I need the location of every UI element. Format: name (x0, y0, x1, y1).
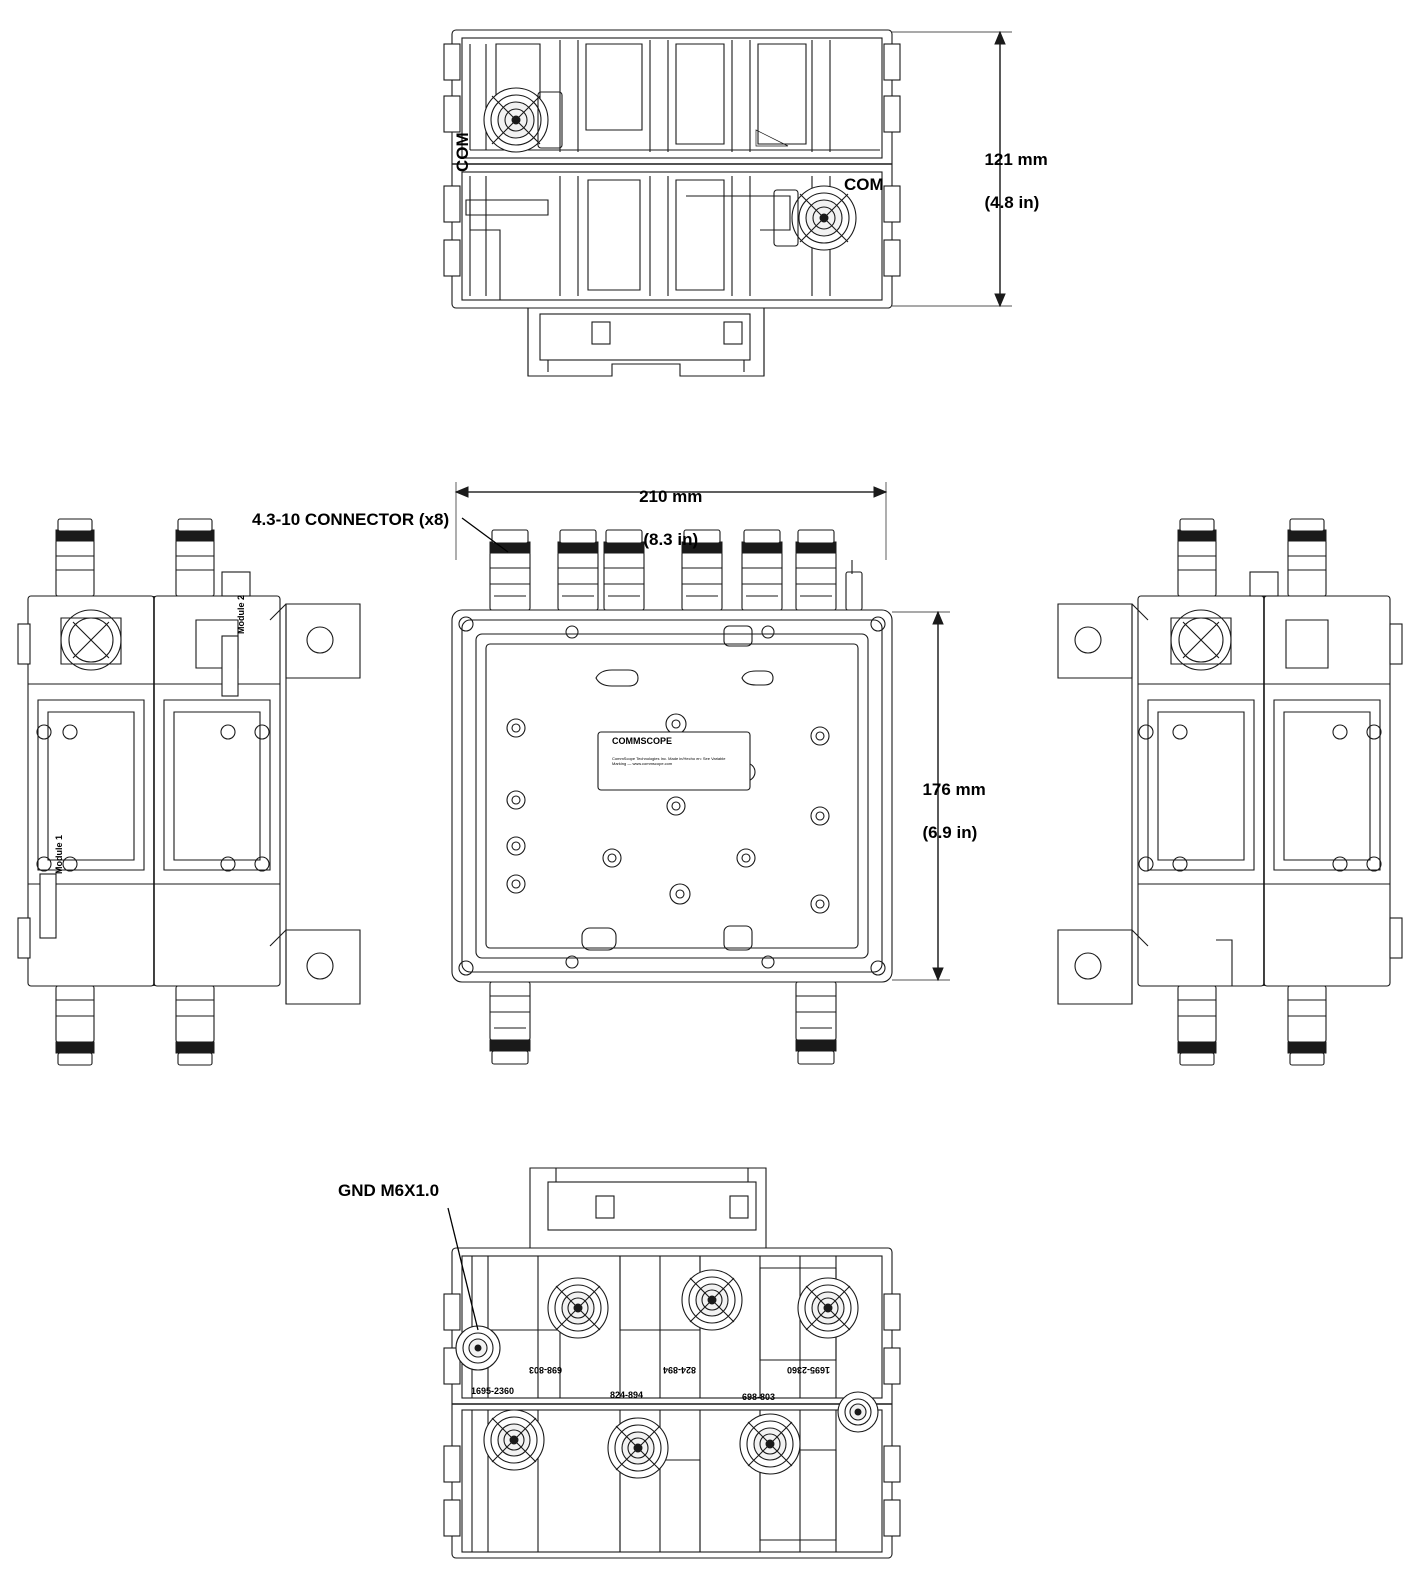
left-side-view (18, 519, 360, 1065)
dimension-depth-mm: 176 mm (922, 780, 986, 800)
port-label-band-824-894-lower: 824-894 (610, 1390, 644, 1400)
right-view-bottom-connectors (1178, 986, 1326, 1065)
brand-plate-label: COMMSCOPE (612, 736, 673, 746)
dimension-width-in: (8.3 in) (643, 529, 699, 549)
callout-connector-label: 4.3-10 CONNECTOR (x8) (252, 510, 450, 529)
front-view (452, 482, 950, 1064)
left-view-top-connectors (56, 519, 250, 596)
dimension-width-mm: 210 mm (639, 487, 703, 507)
ground-stud (456, 1326, 500, 1370)
port-label-com-top-left: COM (453, 132, 472, 172)
dimension-width-label (586, 465, 746, 550)
top-view (444, 30, 1012, 376)
port-label-module-2: Module 2 (236, 594, 246, 634)
port-label-band-1695-2360-lower: 1695-2360 (471, 1386, 515, 1396)
dimension-height-in: (4.8 in) (984, 192, 1040, 212)
brand-plate-fineprint: CommScope Technologies Inc. Made in/Hecho en: See Variable Marking — www.commscope.com (612, 756, 726, 767)
port-label-com-top: COM (844, 175, 884, 194)
port-label-module-1: Module 1 (54, 834, 64, 874)
right-view-round-port (1171, 610, 1231, 670)
mounting-bracket-top-view (528, 308, 764, 376)
port-label-band-824-894-upper: 824-894 (662, 1365, 696, 1375)
port-label-band-1695-2360-upper: 1695-2360 (786, 1365, 830, 1375)
front-view-bottom-connectors (490, 982, 836, 1064)
dimension-height-label (975, 128, 1048, 213)
port-label-band-698-803-upper: 698-803 (528, 1365, 562, 1375)
left-view-round-port (61, 610, 121, 670)
callout-ground-label: GND M6X1.0 (338, 1181, 440, 1200)
port-label-band-698-803-lower: 698-803 (742, 1392, 776, 1402)
dimension-depth-label (913, 758, 986, 843)
right-view-top-connectors (1178, 519, 1326, 596)
dimension-height-mm: 121 mm (984, 150, 1048, 170)
left-view-bottom-connectors (56, 986, 214, 1065)
right-side-view (1058, 519, 1402, 1065)
dimension-depth-in: (6.9 in) (922, 822, 978, 842)
